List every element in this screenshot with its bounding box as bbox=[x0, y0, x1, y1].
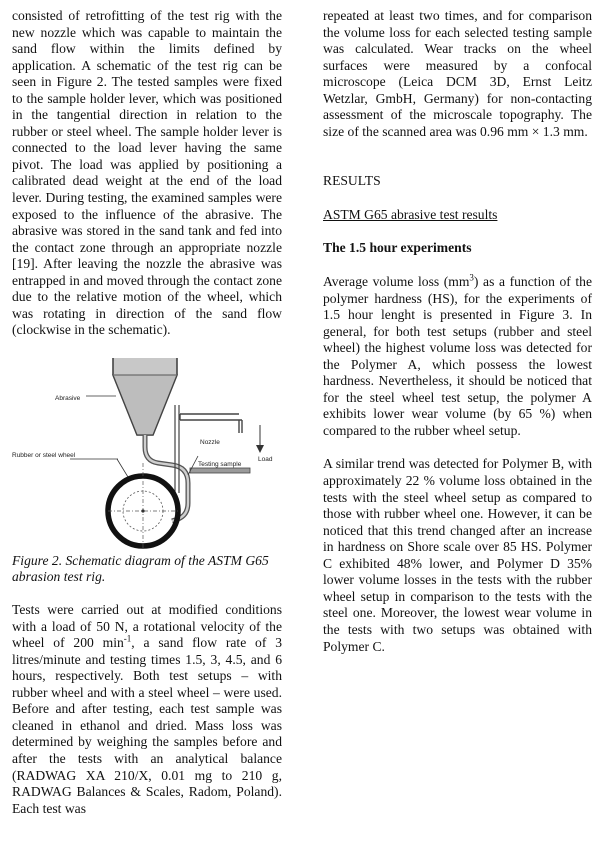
paragraph-volume-loss: Average volume loss $(mm^3)$ as a function of the polymer hardness (HS), for the experiments of 1.5 hour lenght is presented in Figure 3. In general, for both test setups (rubber and steel wheel) the highest volume loss was detected for the Polymer A, which possess the lowest hardness. Nevertheless, it should be noticed that for the steel wheel test setup, the polymer A exhibits lower wear volume (by 65 %) when compared to the rubber wheel setup. bbox=[323, 272, 593, 438]
left-column bbox=[12, 8, 282, 817]
label-wheel: Rubber or steel wheel bbox=[12, 451, 76, 459]
paragraph-similar-trend: A similar trend was detected for Polymer B, with approximately 22 % volume loss obtained in the tests with the steel wheel setup as compared to those with rubber wheel one. However, it can be noticed that this trend changed after an increase in hardness on Shore scale over 85 HS. Polymer C exhibited 48% lower, and Polymer D 35% lower volume losses in the tests with the rubber wheel setup in comparison to the tests with the steel one. Moreover, the lowest wear volume in the tests with two setups was obtained with Polymer C. bbox=[323, 456, 592, 654]
paragraph-test-rig: consisted of retrofitting of the test rig with the new nozzle which was capable to maintain the sand flow within the limits defined by application. A schematic of the test rig can be seen in Figure 2. The tested samples were fixed to the sample holder lever, which was positioned in the tangential direction in relation to the rubber or steel wheel. The sample holder lever is connected to the load lever having the same pivot. The load was applied by positioning a calibrated dead weight at the end of the load lever. During testing, the examined samples were exposed to the influence of the abrasive. The abrasive was stored in the sand tank and fed into the contact zone through an appropriate nozzle [19]. After leaving the nozzle the abrasive was entrapped in and moved through the contact zone due to the relative motion of the wheel, which was rotating in direction of the sand flow (clockwise in the schematic). bbox=[12, 8, 282, 338]
wheel bbox=[108, 463, 178, 549]
section-heading-results: RESULTS bbox=[323, 173, 381, 189]
right-column bbox=[323, 8, 592, 655]
sand-tank bbox=[113, 358, 177, 435]
subsection-heading-1-5-hour: The 1.5 hour experiments bbox=[323, 240, 472, 256]
paragraph-test-conditions: Tests were carried out at modified conditions with a load of 50 N, a rotational velocity of the wheel of 200 $\min^{-1}$, a sand flow rate of 3 litres/minute and testing times 1.5, 3, 4.5, and 6 hours, respectively. Both test setups – with rubber wheel and with a steel wheel – were used. Before and after testing, each test sample was cleaned in ethanol and dried. Mass loss was determined by weighing the samples before and after the tests with an analytical balance (RADWAG XA 210/X, 0.01 mg to 210 g, RADWAG Balances & Scales, Radom, Poland). Each test was bbox=[12, 602, 282, 816]
label-nozzle: Nozzle bbox=[200, 438, 220, 446]
figure-caption: Figure 2. Schematic diagram of the ASTM G65 abrasion test rig. bbox=[12, 552, 269, 585]
test-rig-diagram bbox=[12, 343, 282, 553]
figure-2-schematic bbox=[12, 343, 282, 553]
label-testing-sample: Testing sample bbox=[198, 460, 242, 468]
subsection-heading-astm: ASTM G65 abrasive test results bbox=[323, 206, 498, 222]
label-abrasive: Abrasive bbox=[55, 394, 81, 402]
paragraph-repeated-tests: repeated at least two times, and for comparison the volume loss for each selected testing sample was calculated. Wear tracks on the wheel surfaces were measured by a confocal microscope (Leica DCM 3D, Ernst Leitz Wetzlar, GmbH, Germany) for non-contacting assessment of the microscale topography. The size of the scanned area was 0.96 mm × 1.3 mm. bbox=[323, 8, 592, 139]
load-arrow-icon bbox=[256, 425, 264, 453]
label-load: Load bbox=[258, 455, 273, 463]
